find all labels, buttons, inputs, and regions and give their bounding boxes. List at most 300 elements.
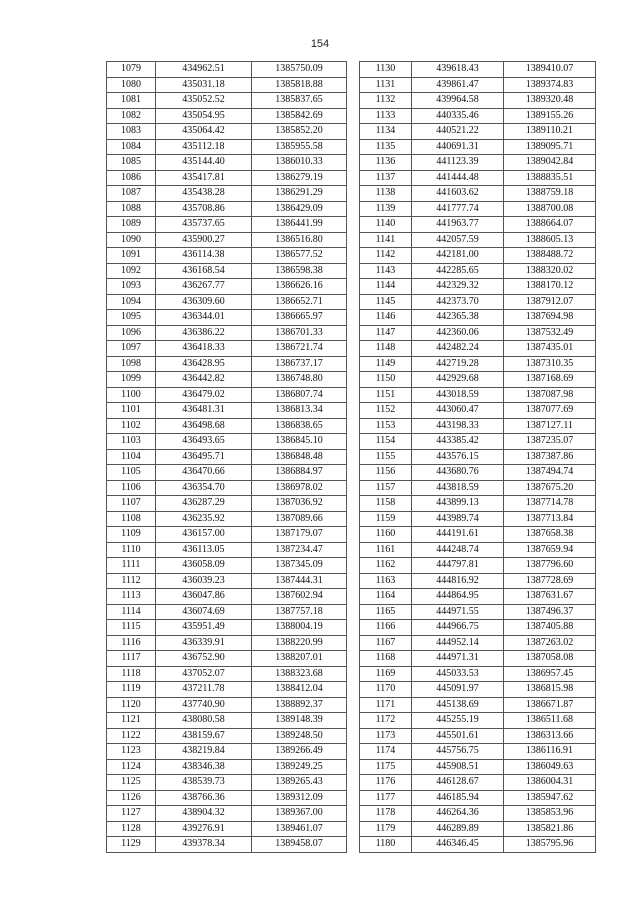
point-number-cell: 1115 <box>107 620 156 636</box>
table-row <box>107 310 347 326</box>
y-coordinate-cell: 1386978.02 <box>252 480 347 496</box>
y-coordinate-cell: 1386511.68 <box>504 713 596 729</box>
x-coordinate-cell: 438080.58 <box>156 713 252 729</box>
y-coordinate-cell: 1388664.07 <box>504 217 596 233</box>
y-coordinate-cell: 1387713.84 <box>504 511 596 527</box>
x-coordinate-cell: 436470.66 <box>156 465 252 481</box>
point-number-cell: 1160 <box>360 527 412 543</box>
point-number-cell: 1125 <box>107 775 156 791</box>
table-row <box>360 325 596 341</box>
y-coordinate-cell: 1388170.12 <box>504 279 596 295</box>
y-coordinate-cell: 1387310.35 <box>504 356 596 372</box>
table-row <box>360 170 596 186</box>
point-number-cell: 1128 <box>107 821 156 837</box>
table-row <box>107 744 347 760</box>
table-row <box>107 356 347 372</box>
point-number-cell: 1164 <box>360 589 412 605</box>
table-row <box>360 310 596 326</box>
x-coordinate-cell: 435438.28 <box>156 186 252 202</box>
y-coordinate-cell: 1387496.37 <box>504 604 596 620</box>
y-coordinate-cell: 1387435.01 <box>504 341 596 357</box>
table-row <box>360 806 596 822</box>
point-number-cell: 1105 <box>107 465 156 481</box>
y-coordinate-cell: 1386049.63 <box>504 759 596 775</box>
table-row <box>360 279 596 295</box>
point-number-cell: 1134 <box>360 124 412 140</box>
table-row <box>107 496 347 512</box>
point-number-cell: 1104 <box>107 449 156 465</box>
table-row <box>360 542 596 558</box>
point-number-cell: 1168 <box>360 651 412 667</box>
point-number-cell: 1138 <box>360 186 412 202</box>
x-coordinate-cell: 435112.18 <box>156 139 252 155</box>
x-coordinate-cell: 441444.48 <box>412 170 504 186</box>
table-row <box>107 62 347 78</box>
table-row <box>360 465 596 481</box>
y-coordinate-cell: 1388320.02 <box>504 263 596 279</box>
x-coordinate-cell: 435054.95 <box>156 108 252 124</box>
table-row <box>360 573 596 589</box>
x-coordinate-cell: 442929.68 <box>412 372 504 388</box>
x-coordinate-cell: 443018.59 <box>412 387 504 403</box>
point-number-cell: 1130 <box>360 62 412 78</box>
x-coordinate-cell: 438159.67 <box>156 728 252 744</box>
y-coordinate-cell: 1389249.25 <box>252 759 347 775</box>
point-number-cell: 1166 <box>360 620 412 636</box>
table-row <box>107 542 347 558</box>
x-coordinate-cell: 445091.97 <box>412 682 504 698</box>
x-coordinate-cell: 436479.02 <box>156 387 252 403</box>
point-number-cell: 1119 <box>107 682 156 698</box>
x-coordinate-cell: 435144.40 <box>156 155 252 171</box>
x-coordinate-cell: 443576.15 <box>412 449 504 465</box>
x-coordinate-cell: 436058.09 <box>156 558 252 574</box>
x-coordinate-cell: 445756.75 <box>412 744 504 760</box>
x-coordinate-cell: 445033.53 <box>412 666 504 682</box>
y-coordinate-cell: 1388835.51 <box>504 170 596 186</box>
y-coordinate-cell: 1386813.34 <box>252 403 347 419</box>
x-coordinate-cell: 436157.00 <box>156 527 252 543</box>
y-coordinate-cell: 1386838.65 <box>252 418 347 434</box>
point-number-cell: 1175 <box>360 759 412 775</box>
point-number-cell: 1093 <box>107 279 156 295</box>
y-coordinate-cell: 1389265.43 <box>252 775 347 791</box>
point-number-cell: 1132 <box>360 93 412 109</box>
table-row <box>360 186 596 202</box>
y-coordinate-cell: 1385947.62 <box>504 790 596 806</box>
point-number-cell: 1092 <box>107 263 156 279</box>
x-coordinate-cell: 435064.42 <box>156 124 252 140</box>
point-number-cell: 1146 <box>360 310 412 326</box>
y-coordinate-cell: 1386626.16 <box>252 279 347 295</box>
table-row <box>360 201 596 217</box>
point-number-cell: 1117 <box>107 651 156 667</box>
y-coordinate-cell: 1387728.69 <box>504 573 596 589</box>
x-coordinate-cell: 444191.61 <box>412 527 504 543</box>
y-coordinate-cell: 1389461.07 <box>252 821 347 837</box>
y-coordinate-cell: 1387658.38 <box>504 527 596 543</box>
point-number-cell: 1151 <box>360 387 412 403</box>
y-coordinate-cell: 1387631.67 <box>504 589 596 605</box>
x-coordinate-cell: 441963.77 <box>412 217 504 233</box>
y-coordinate-cell: 1387714.78 <box>504 496 596 512</box>
x-coordinate-cell: 441123.39 <box>412 155 504 171</box>
table-row <box>107 155 347 171</box>
y-coordinate-cell: 1389312.09 <box>252 790 347 806</box>
y-coordinate-cell: 1389248.50 <box>252 728 347 744</box>
point-number-cell: 1167 <box>360 635 412 651</box>
x-coordinate-cell: 445255.19 <box>412 713 504 729</box>
x-coordinate-cell: 438219.84 <box>156 744 252 760</box>
point-number-cell: 1113 <box>107 589 156 605</box>
coordinates-table-left <box>106 61 347 853</box>
y-coordinate-cell: 1389095.71 <box>504 139 596 155</box>
point-number-cell: 1178 <box>360 806 412 822</box>
table-row <box>107 372 347 388</box>
point-number-cell: 1142 <box>360 248 412 264</box>
table-row <box>360 155 596 171</box>
table-row <box>107 201 347 217</box>
x-coordinate-cell: 436498.68 <box>156 418 252 434</box>
y-coordinate-cell: 1386737.17 <box>252 356 347 372</box>
point-number-cell: 1087 <box>107 186 156 202</box>
y-coordinate-cell: 1386848.48 <box>252 449 347 465</box>
table-row <box>107 325 347 341</box>
table-row <box>360 372 596 388</box>
point-number-cell: 1086 <box>107 170 156 186</box>
point-number-cell: 1099 <box>107 372 156 388</box>
x-coordinate-cell: 436442.82 <box>156 372 252 388</box>
table-row <box>360 837 596 853</box>
y-coordinate-cell: 1387444.31 <box>252 573 347 589</box>
point-number-cell: 1123 <box>107 744 156 760</box>
point-number-cell: 1169 <box>360 666 412 682</box>
x-coordinate-cell: 438346.38 <box>156 759 252 775</box>
y-coordinate-cell: 1388488.72 <box>504 248 596 264</box>
point-number-cell: 1154 <box>360 434 412 450</box>
y-coordinate-cell: 1386701.33 <box>252 325 347 341</box>
point-number-cell: 1145 <box>360 294 412 310</box>
x-coordinate-cell: 439618.43 <box>412 62 504 78</box>
x-coordinate-cell: 436386.22 <box>156 325 252 341</box>
point-number-cell: 1161 <box>360 542 412 558</box>
x-coordinate-cell: 436418.33 <box>156 341 252 357</box>
table-row <box>360 294 596 310</box>
table-row <box>107 682 347 698</box>
point-number-cell: 1095 <box>107 310 156 326</box>
point-number-cell: 1085 <box>107 155 156 171</box>
point-number-cell: 1152 <box>360 403 412 419</box>
y-coordinate-cell: 1387912.07 <box>504 294 596 310</box>
x-coordinate-cell: 443818.59 <box>412 480 504 496</box>
table-row <box>107 124 347 140</box>
y-coordinate-cell: 1388412.04 <box>252 682 347 698</box>
table-row <box>107 728 347 744</box>
x-coordinate-cell: 438904.32 <box>156 806 252 822</box>
table-row <box>360 387 596 403</box>
y-coordinate-cell: 1387127.11 <box>504 418 596 434</box>
table-row <box>360 356 596 372</box>
x-coordinate-cell: 445908.51 <box>412 759 504 775</box>
table-row <box>360 62 596 78</box>
point-number-cell: 1162 <box>360 558 412 574</box>
y-coordinate-cell: 1387494.74 <box>504 465 596 481</box>
y-coordinate-cell: 1386671.87 <box>504 697 596 713</box>
page-number: 154 <box>310 38 330 50</box>
point-number-cell: 1147 <box>360 325 412 341</box>
point-number-cell: 1088 <box>107 201 156 217</box>
point-number-cell: 1148 <box>360 341 412 357</box>
x-coordinate-cell: 443899.13 <box>412 496 504 512</box>
table-row <box>360 77 596 93</box>
x-coordinate-cell: 445501.61 <box>412 728 504 744</box>
point-number-cell: 1126 <box>107 790 156 806</box>
y-coordinate-cell: 1389367.00 <box>252 806 347 822</box>
x-coordinate-cell: 439964.58 <box>412 93 504 109</box>
x-coordinate-cell: 439378.34 <box>156 837 252 853</box>
x-coordinate-cell: 436267.77 <box>156 279 252 295</box>
table-row <box>107 170 347 186</box>
x-coordinate-cell: 444248.74 <box>412 542 504 558</box>
x-coordinate-cell: 440521.22 <box>412 124 504 140</box>
table-row <box>360 139 596 155</box>
point-number-cell: 1135 <box>360 139 412 155</box>
y-coordinate-cell: 1385955.58 <box>252 139 347 155</box>
y-coordinate-cell: 1388004.19 <box>252 620 347 636</box>
point-number-cell: 1176 <box>360 775 412 791</box>
x-coordinate-cell: 444971.31 <box>412 651 504 667</box>
table-row <box>107 620 347 636</box>
x-coordinate-cell: 443060.47 <box>412 403 504 419</box>
table-row <box>107 666 347 682</box>
point-number-cell: 1111 <box>107 558 156 574</box>
table-row <box>360 821 596 837</box>
point-number-cell: 1155 <box>360 449 412 465</box>
table-row <box>360 589 596 605</box>
point-number-cell: 1173 <box>360 728 412 744</box>
y-coordinate-cell: 1387089.66 <box>252 511 347 527</box>
point-number-cell: 1163 <box>360 573 412 589</box>
table-row <box>107 589 347 605</box>
x-coordinate-cell: 442365.38 <box>412 310 504 326</box>
x-coordinate-cell: 444971.55 <box>412 604 504 620</box>
point-number-cell: 1140 <box>360 217 412 233</box>
x-coordinate-cell: 435900.27 <box>156 232 252 248</box>
y-coordinate-cell: 1388700.08 <box>504 201 596 217</box>
y-coordinate-cell: 1387235.07 <box>504 434 596 450</box>
point-number-cell: 1149 <box>360 356 412 372</box>
x-coordinate-cell: 436339.91 <box>156 635 252 651</box>
table-row <box>360 124 596 140</box>
y-coordinate-cell: 1387532.49 <box>504 325 596 341</box>
y-coordinate-cell: 1385852.20 <box>252 124 347 140</box>
x-coordinate-cell: 442329.32 <box>412 279 504 295</box>
point-number-cell: 1081 <box>107 93 156 109</box>
table-row <box>107 713 347 729</box>
table-row <box>360 403 596 419</box>
point-number-cell: 1116 <box>107 635 156 651</box>
table-row <box>107 387 347 403</box>
y-coordinate-cell: 1385842.69 <box>252 108 347 124</box>
y-coordinate-cell: 1387675.20 <box>504 480 596 496</box>
x-coordinate-cell: 442482.24 <box>412 341 504 357</box>
y-coordinate-cell: 1387179.07 <box>252 527 347 543</box>
x-coordinate-cell: 436481.31 <box>156 403 252 419</box>
point-number-cell: 1124 <box>107 759 156 775</box>
y-coordinate-cell: 1389266.49 <box>252 744 347 760</box>
point-number-cell: 1156 <box>360 465 412 481</box>
x-coordinate-cell: 446128.67 <box>412 775 504 791</box>
table-row <box>360 449 596 465</box>
x-coordinate-cell: 435052.52 <box>156 93 252 109</box>
point-number-cell: 1102 <box>107 418 156 434</box>
table-row <box>360 635 596 651</box>
y-coordinate-cell: 1388220.99 <box>252 635 347 651</box>
y-coordinate-cell: 1386721.74 <box>252 341 347 357</box>
point-number-cell: 1177 <box>360 790 412 806</box>
point-number-cell: 1133 <box>360 108 412 124</box>
point-number-cell: 1080 <box>107 77 156 93</box>
x-coordinate-cell: 441777.74 <box>412 201 504 217</box>
table-row <box>360 511 596 527</box>
x-coordinate-cell: 442285.65 <box>412 263 504 279</box>
x-coordinate-cell: 436354.70 <box>156 480 252 496</box>
y-coordinate-cell: 1388207.01 <box>252 651 347 667</box>
table-row <box>107 651 347 667</box>
x-coordinate-cell: 439861.47 <box>412 77 504 93</box>
point-number-cell: 1144 <box>360 279 412 295</box>
x-coordinate-cell: 442719.28 <box>412 356 504 372</box>
x-coordinate-cell: 437211.78 <box>156 682 252 698</box>
y-coordinate-cell: 1386313.66 <box>504 728 596 744</box>
point-number-cell: 1089 <box>107 217 156 233</box>
x-coordinate-cell: 442360.06 <box>412 325 504 341</box>
y-coordinate-cell: 1387659.94 <box>504 542 596 558</box>
table-row <box>360 775 596 791</box>
table-row <box>107 248 347 264</box>
table-row <box>107 139 347 155</box>
table-row <box>360 790 596 806</box>
x-coordinate-cell: 444966.75 <box>412 620 504 636</box>
table-row <box>360 759 596 775</box>
x-coordinate-cell: 436495.71 <box>156 449 252 465</box>
x-coordinate-cell: 436074.69 <box>156 604 252 620</box>
table-row <box>107 279 347 295</box>
x-coordinate-cell: 440691.31 <box>412 139 504 155</box>
point-number-cell: 1108 <box>107 511 156 527</box>
table-row <box>107 806 347 822</box>
x-coordinate-cell: 444816.92 <box>412 573 504 589</box>
table-row <box>107 108 347 124</box>
point-number-cell: 1131 <box>360 77 412 93</box>
point-number-cell: 1159 <box>360 511 412 527</box>
table-row <box>360 434 596 450</box>
table-row <box>360 480 596 496</box>
table-row <box>360 558 596 574</box>
point-number-cell: 1103 <box>107 434 156 450</box>
point-number-cell: 1180 <box>360 837 412 853</box>
y-coordinate-cell: 1385750.09 <box>252 62 347 78</box>
table-row <box>107 837 347 853</box>
y-coordinate-cell: 1386441.99 <box>252 217 347 233</box>
x-coordinate-cell: 438766.36 <box>156 790 252 806</box>
table-row <box>107 775 347 791</box>
y-coordinate-cell: 1387077.69 <box>504 403 596 419</box>
table-row <box>107 480 347 496</box>
x-coordinate-cell: 436493.65 <box>156 434 252 450</box>
table-row <box>107 790 347 806</box>
y-coordinate-cell: 1389320.48 <box>504 93 596 109</box>
point-number-cell: 1112 <box>107 573 156 589</box>
x-coordinate-cell: 436039.23 <box>156 573 252 589</box>
y-coordinate-cell: 1387036.92 <box>252 496 347 512</box>
y-coordinate-cell: 1386815.98 <box>504 682 596 698</box>
table-row <box>360 744 596 760</box>
point-number-cell: 1109 <box>107 527 156 543</box>
table-row <box>107 821 347 837</box>
point-number-cell: 1094 <box>107 294 156 310</box>
point-number-cell: 1170 <box>360 682 412 698</box>
y-coordinate-cell: 1389155.26 <box>504 108 596 124</box>
x-coordinate-cell: 442181.00 <box>412 248 504 264</box>
table-row <box>107 341 347 357</box>
y-coordinate-cell: 1389374.83 <box>504 77 596 93</box>
point-number-cell: 1110 <box>107 542 156 558</box>
point-number-cell: 1174 <box>360 744 412 760</box>
table-row <box>360 248 596 264</box>
point-number-cell: 1153 <box>360 418 412 434</box>
x-coordinate-cell: 445138.69 <box>412 697 504 713</box>
y-coordinate-cell: 1387263.02 <box>504 635 596 651</box>
y-coordinate-cell: 1386116.91 <box>504 744 596 760</box>
point-number-cell: 1096 <box>107 325 156 341</box>
table-row <box>107 604 347 620</box>
y-coordinate-cell: 1389458.07 <box>252 837 347 853</box>
table-row <box>107 294 347 310</box>
point-number-cell: 1150 <box>360 372 412 388</box>
y-coordinate-cell: 1386665.97 <box>252 310 347 326</box>
y-coordinate-cell: 1388605.13 <box>504 232 596 248</box>
y-coordinate-cell: 1389042.84 <box>504 155 596 171</box>
table-row <box>107 558 347 574</box>
table-row <box>360 682 596 698</box>
x-coordinate-cell: 435951.49 <box>156 620 252 636</box>
point-number-cell: 1137 <box>360 170 412 186</box>
point-number-cell: 1143 <box>360 263 412 279</box>
y-coordinate-cell: 1389148.39 <box>252 713 347 729</box>
x-coordinate-cell: 446346.45 <box>412 837 504 853</box>
point-number-cell: 1129 <box>107 837 156 853</box>
table-row <box>360 108 596 124</box>
x-coordinate-cell: 436168.54 <box>156 263 252 279</box>
y-coordinate-cell: 1387757.18 <box>252 604 347 620</box>
table-row <box>360 217 596 233</box>
table-row <box>360 93 596 109</box>
table-row <box>107 697 347 713</box>
table-row <box>107 77 347 93</box>
table-row <box>360 341 596 357</box>
point-number-cell: 1079 <box>107 62 156 78</box>
table-row <box>107 263 347 279</box>
point-number-cell: 1172 <box>360 713 412 729</box>
table-row <box>107 573 347 589</box>
point-number-cell: 1084 <box>107 139 156 155</box>
point-number-cell: 1127 <box>107 806 156 822</box>
point-number-cell: 1157 <box>360 480 412 496</box>
y-coordinate-cell: 1387694.98 <box>504 310 596 326</box>
y-coordinate-cell: 1386577.52 <box>252 248 347 264</box>
y-coordinate-cell: 1385821.86 <box>504 821 596 837</box>
